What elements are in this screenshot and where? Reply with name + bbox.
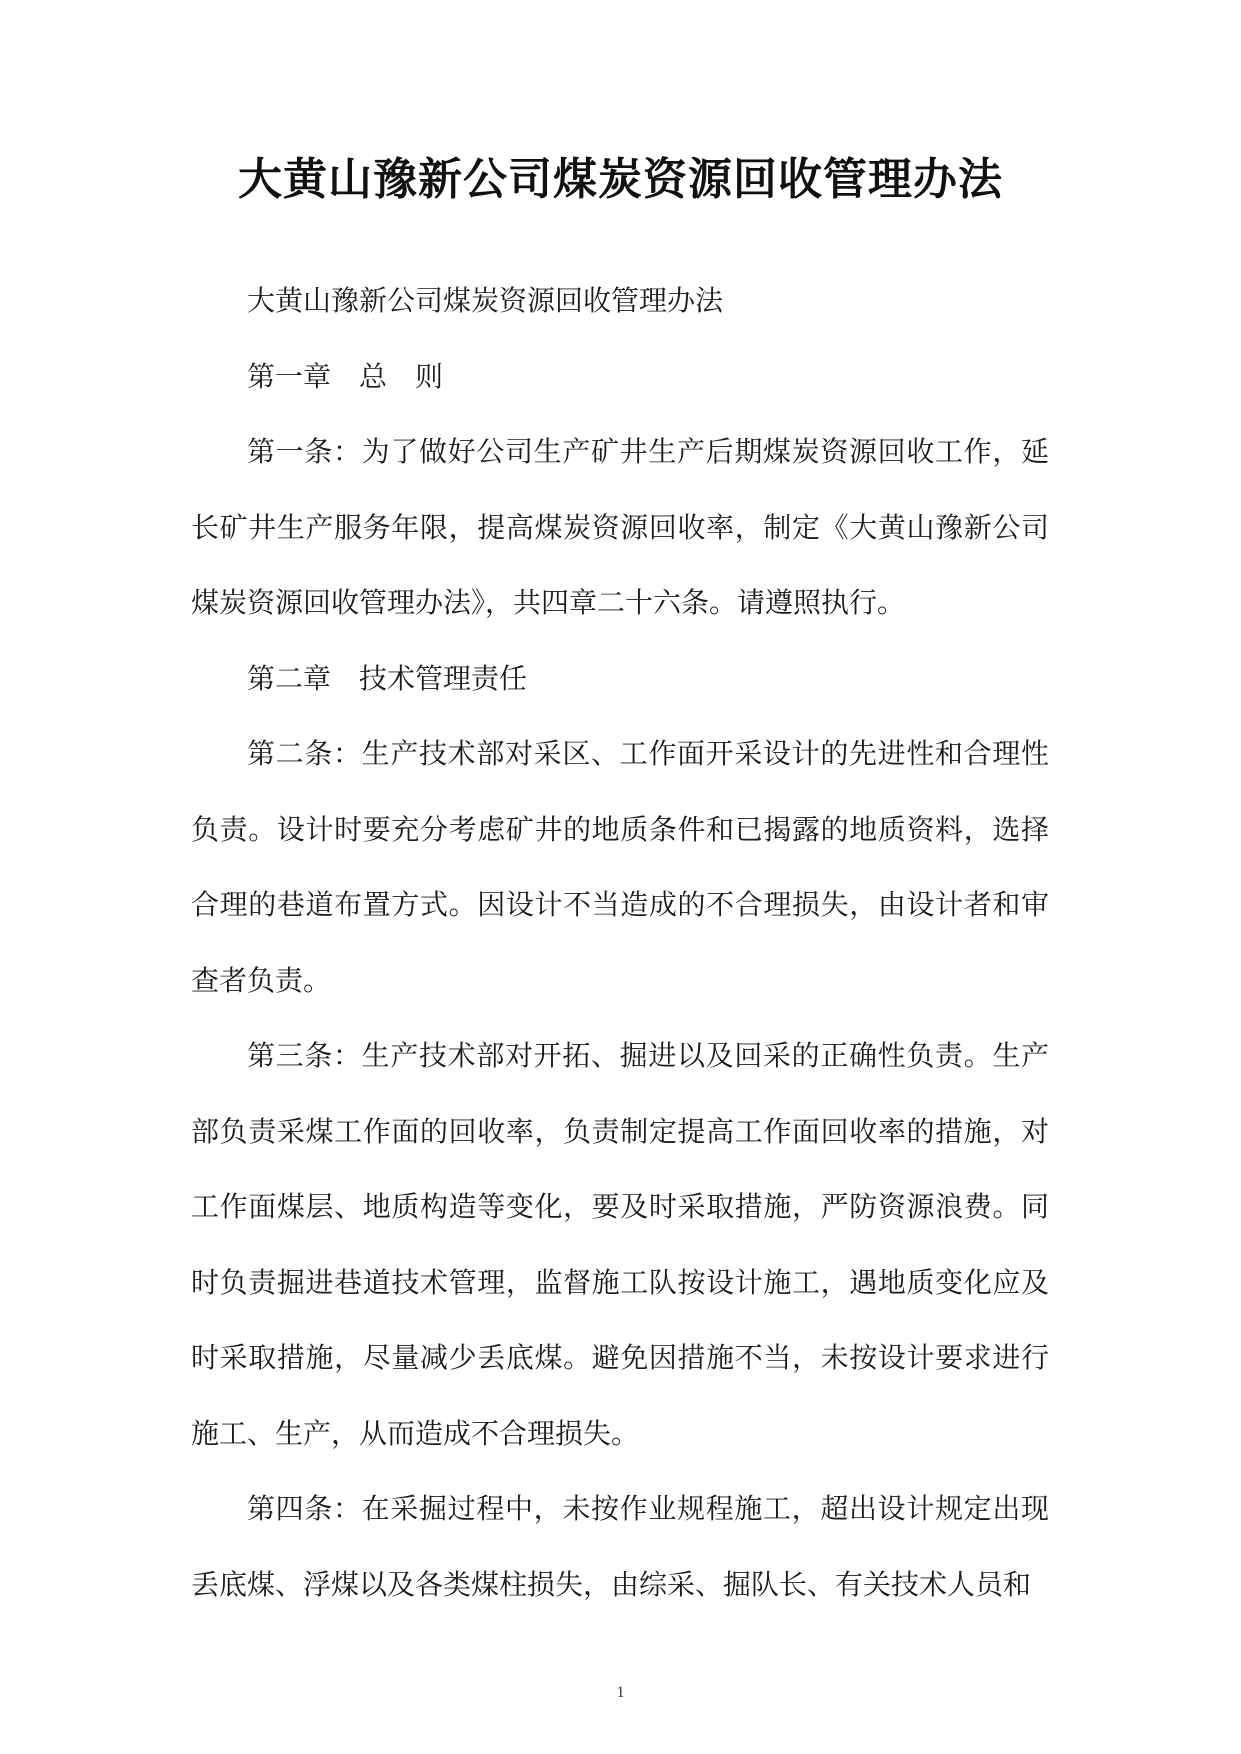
chapter-heading-1: 第一章 总 则 (247, 359, 444, 393)
article-3: 第三条：生产技术部对开拓、掘进以及回采的正确性负责。生产部负责采煤工作面的回收率，负责制定提高工作面回收率的措施，对工作面煤层、地质构造等变化，要及时采取措施，严防资源浪费。同时负责掘进巷道技术管理，监督施工队按设计施工，遇地质变化应及时采取措施，尽量减少丢底煤。避免因措施不当，未按设计要求进行施工、生产，从而造成不合理损失。 (191, 1039, 1049, 1450)
document-title: 大黄山豫新公司煤炭资源回收管理办法 (238, 154, 1003, 205)
article-4: 第四条：在采掘过程中，未按作业规程施工，超出设计规定出现丢底煤、浮煤以及各类煤柱损失，由综采、掘队长、有关技术人员和 (191, 1492, 1049, 1601)
chapter-heading-2: 第二章 技术管理责任 (247, 661, 528, 695)
page-number: 1 (616, 1684, 625, 1701)
document-body (191, 263, 1049, 1622)
article-1: 第一条：为了做好公司生产矿井生产后期煤炭资源回收工作，延长矿井生产服务年限，提高煤炭资源回收率，制定《大黄山豫新公司煤炭资源回收管理办法》，共四章二十六条。请遵照执行。 (191, 435, 1049, 619)
article-2: 第二条：生产技术部对采区、工作面开采设计的先进性和合理性负责。设计时要充分考虑矿井的地质条件和已揭露的地质资料，选择合理的巷道布置方式。因设计不当造成的不合理损失，由设计者和审查者负责。 (191, 737, 1049, 997)
paragraph-heading: 大黄山豫新公司煤炭资源回收管理办法 (247, 284, 724, 317)
